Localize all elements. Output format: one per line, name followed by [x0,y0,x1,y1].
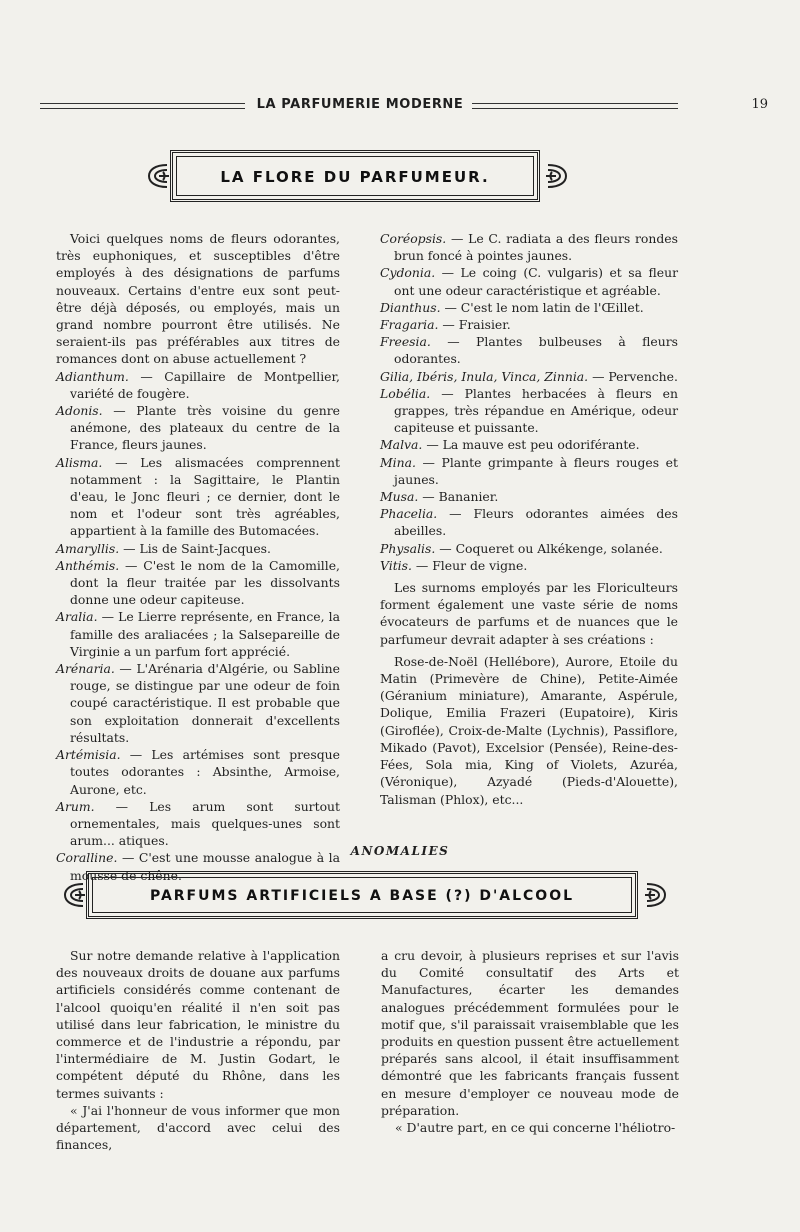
flower-entry [56,454,340,540]
flower-entry [380,505,678,539]
flower-entry [380,316,678,333]
flower-description: — Plantes bulbeuses à fleurs odorantes. [394,334,678,367]
flower-term: Malva. [380,437,423,453]
flower-term: Amaryllis. [56,540,120,556]
flower-term: Dianthus. [380,299,441,315]
surnames-list-paragraph: Rose-de-Noël (Hellébore), Aurore, Etoile du Matin (Primevère de Chine), Petite-Aimée (Géranium miniature), Amarante, Aspérule, Dolique, Emilia Frazeri (Eupatoire), Kiris (Giroflée), Croix-de-Malte (Lychnis), Passiflore, Mikado (Pavot), Excelsior (Pensée), Reine-des-Fées, Sola mia, King of Violets, Azuréa, (Véronique), Azyadé (Pieds-d'Alouette), Talisman (Phlox), etc... [380,653,678,807]
article-title-box [170,150,540,202]
flower-term: Coralline. [56,850,118,866]
flower-description: — Capillaire de Montpellier, variété de fougère. [70,368,340,401]
flower-entry [56,540,340,557]
flower-entry [56,798,340,850]
flower-entry [380,454,678,488]
flower-term: Adianthum. [56,368,129,384]
flower-term: Mina. [380,454,416,470]
article-title: PARFUMS ARTIFICIELS A BASE (?) D'ALCOOL [149,888,575,904]
body-paragraph: Sur notre demande relative à l'application des nouveaux droits de douane aux parfums artificiels considérés comme contenant de l'alcool quoiqu'en réalité il n'en soit pas utilisé dans leur fabrication, le ministre du commerce et de l'industrie a répondu, par l'intermédiaire de M. Justin Godart, le compétent député du Rhône, dans les termes suivants : [56,948,340,1101]
flower-entry [380,488,678,505]
flower-entry [56,746,340,798]
flower-term: Anthémis. [56,557,120,573]
flower-term: Artémisia. [56,747,121,763]
flower-description: — Les arum sont surtout ornementales, mais quelques-unes sont arum... atiques. [70,798,340,849]
flower-entry [56,368,340,402]
intro-paragraph: Voici quelques noms de fleurs odorantes, très euphoniques, et susceptibles d'être employés à des désignations de parfums nouveaux. Certains d'entre eux sont peut-être déjà déposés, ou employés, mais un grand nombre pourront être utilisés. Ne seraient-ils pas préférables aux titres de romances dont on abuse actuellement ? [56,231,340,367]
flower-term: Phacelia. [380,506,438,522]
flower-entry [380,557,678,574]
flower-term: Adonis. [56,403,103,419]
header-rule-right [472,103,678,109]
fleuron-right-icon [643,881,669,909]
flower-entry [380,230,678,264]
flower-term: Arénaria. [56,661,115,677]
fleuron-left-icon [61,881,87,909]
flower-description: — C'est le nom de la Camomille, dont la fleur traitée par les dissolvants donne une odeur capiteuse. [70,557,340,608]
left-column [56,230,340,884]
flower-description: — Le Lierre représente, en France, la famille des araliacées ; la Salsepareille de Virginie a un parfum fort apprécié. [70,609,340,659]
body-paragraph: « D'autre part, en ce qui concerne l'héliotro- [395,1120,676,1136]
header-rule-left [40,103,245,109]
flower-entry [56,660,340,746]
flower-description: — Le coing (C. vulgaris) et sa fleur ont une odeur caractéristique et agréable. [394,265,678,298]
flower-description: — Fraisier. [438,317,511,333]
flower-description: — Les artémises sont presque toutes odorantes : Absinthe, Armoise, Aurone, etc. [70,747,340,797]
flower-description: — Plante très voisine du genre anémone, des plateaux du centre de la France, fleurs jaunes. [70,403,340,453]
page-number: 19 [751,97,768,112]
flower-entry [380,368,678,385]
journal-title: LA PARFUMERIE MODERNE [256,97,464,112]
flower-term: Cydonia. [380,265,436,281]
flower-term: Coréopsis. [380,231,447,246]
flower-description: — L'Arénaria d'Algérie, ou Sabline rouge, se distingue par une odeur de foin coupé caractéristique. Il est probable que son exploitation donnerait d'excellents résultats. [70,661,340,745]
flower-description: — Bananier. [418,489,499,505]
flower-term: Vitis. [380,557,412,573]
flower-entry [380,299,678,316]
article-title-box [86,871,638,919]
flower-description: — C'est le nom latin de l'Œillet. [440,299,644,315]
flower-entry [380,264,678,298]
flower-description: — Lis de Saint-Jacques. [119,540,271,556]
flower-description: — Coqueret ou Alkékenge, solanée. [435,540,663,556]
flower-description: — Les alismacées comprennent notamment : la Sagittaire, le Plantin d'eau, le Jonc fleuri ; ce dernier, dont le nom et l'odeur sont très agréables, appartient à la famille des Butomacées. [70,454,340,539]
flower-term: Freesia. [380,334,431,350]
flower-term: Aralia. [56,609,98,625]
flower-description: — Pervenche. [588,368,678,384]
body-paragraph: a cru devoir, à plusieurs reprises et sur l'avis du Comité consultatif des Arts et Manufactures, écarter les demandes analogues précédemment formulées pour le motif que, s'il paraissait vraisemblable que les produits en question pussent être actuellement préparés sans alcool, il était insuffisamment démontré que les fabricants français fussent en mesure d'employer ce nouveau mode de préparation. [381,948,679,1118]
flower-entry [56,557,340,609]
article2-left-column [56,947,340,1153]
flower-term: Arum. [56,798,95,814]
running-header [40,97,768,115]
flower-term: Gilia, Ibéris, Inula, Vinca, Zinnia. [380,368,589,384]
right-column [380,230,678,808]
section-label: ANOMALIES [350,844,450,858]
flower-entry [56,402,340,454]
flower-description: — Fleur de vigne. [411,557,528,573]
flower-term: Musa. [380,489,419,505]
flower-description: — Plantes herbacées à fleurs en grappes, très répandue en Amérique, odeur capiteuse et puissante. [394,385,678,436]
flower-entry [56,608,340,660]
flower-entry [380,436,678,453]
flower-term: Alisma. [56,454,103,470]
flower-description: — Plante grimpante à fleurs rouges et jaunes. [394,454,678,487]
article2-right-column [381,947,679,1136]
flower-term: Physalis. [380,540,436,556]
flower-entry [380,333,678,367]
flower-description: — C'est une mousse analogue à la mousse de chêne. [70,850,340,883]
flower-entry [380,540,678,557]
flower-term: Lobélia. [380,385,431,401]
fleuron-left-icon [145,162,171,190]
surnames-paragraph: Les surnoms employés par les Floriculteurs forment également une vaste série de noms évocateurs de parfums et de nuances que le parfumeur devrait adapter à ses créations : [380,580,678,647]
flower-description: — La mauve est peu odoriférante. [422,437,640,453]
flower-description: — Le C. radiata a des fleurs rondes brun foncé à pointes jaunes. [394,231,678,264]
article-title: LA FLORE DU PARFUMEUR. [220,168,490,186]
body-paragraph: « J'ai l'honneur de vous informer que mon département, d'accord avec celui des finances, [56,1102,340,1153]
fleuron-right-icon [544,162,570,190]
flower-description: — Fleurs odorantes aimées des abeilles. [394,506,678,539]
flower-term: Fragaria. [380,317,439,333]
flower-entry [380,385,678,437]
